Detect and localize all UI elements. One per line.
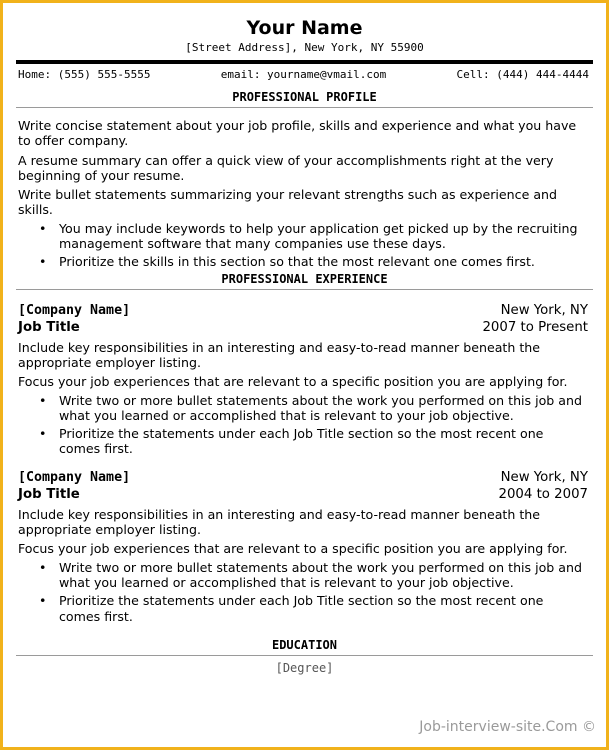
- profile-paragraph: A resume summary can offer a quick view of your accomplishments right at the very beginning of your resume.: [18, 152, 554, 183]
- company-name: [Company Name]: [18, 302, 131, 318]
- candidate-name: Your Name: [246, 17, 363, 39]
- job-location: New York, NY: [500, 302, 588, 318]
- list-item: • Prioritize the skills in this section so that the most relevant one comes first.: [39, 254, 535, 270]
- profile-paragraph: Write bullet statements summarizing your relevant strengths such as experience and skills.: [18, 187, 558, 218]
- bullet-icon: •: [39, 593, 47, 609]
- resume-header: [3, 3, 606, 55]
- job-title-row: [18, 319, 588, 336]
- job-dates: 2004 to 2007: [498, 486, 588, 502]
- job-entry: [18, 302, 588, 457]
- job-title: Job Title: [18, 319, 80, 335]
- bullet-icon: •: [39, 426, 47, 442]
- job-paragraph: Focus your job experiences that are relevant to a specific position you are applying for.: [18, 541, 568, 557]
- job-title: Job Title: [18, 486, 80, 502]
- profile-paragraph: Write concise statement about your job profile, skills and experience and what you have to offer company.: [18, 118, 577, 149]
- site-watermark: Job-interview-site.Com ©: [419, 719, 596, 735]
- job-dates: 2007 to Present: [482, 319, 588, 335]
- bullet-icon: •: [39, 559, 47, 575]
- profile-section: [18, 118, 588, 270]
- profile-bullets: [18, 221, 588, 270]
- home-phone: Home: (555) 555-5555: [18, 68, 151, 81]
- list-item: • You may include keywords to help your application get picked up by the recruiting management software that many companies use these days.: [39, 220, 578, 252]
- education-section-title: EDUCATION: [16, 638, 593, 656]
- degree-placeholder: [Degree]: [275, 660, 334, 675]
- bullet-icon: •: [39, 220, 47, 236]
- job-bullets: [18, 393, 588, 457]
- job-location: New York, NY: [500, 469, 588, 485]
- experience-section-title: PROFESSIONAL EXPERIENCE: [16, 272, 593, 290]
- header-divider: [16, 60, 593, 64]
- bullet-icon: •: [39, 254, 47, 270]
- company-name: [Company Name]: [18, 469, 131, 485]
- job-entry: [18, 469, 588, 624]
- street-address: [Street Address], New York, NY 55900: [185, 41, 424, 54]
- job-bullets: [18, 560, 588, 624]
- bullet-icon: •: [39, 392, 47, 408]
- job-paragraph: Include key responsibilities in an interesting and easy-to-read manner beneath the appropriate employer listing.: [18, 506, 541, 538]
- contact-row: [18, 68, 589, 82]
- experience-section: [18, 302, 588, 624]
- list-item: • Write two or more bullet statements about the work you performed on this job and what you learned or accomplished that is relevant to your job objective.: [39, 392, 583, 423]
- profile-section-title: PROFESSIONAL PROFILE: [16, 90, 593, 108]
- cell-phone: Cell: (444) 444-4444: [456, 68, 589, 81]
- job-paragraph: Include key responsibilities in an interesting and easy-to-read manner beneath the appropriate employer listing.: [18, 339, 541, 370]
- list-item: • Prioritize the statements under each Job Title section so the most recent one comes first.: [39, 593, 544, 624]
- job-title-row: [18, 486, 588, 503]
- job-company-row: [18, 469, 588, 486]
- list-item: • Prioritize the statements under each Job Title section so the most recent one comes first.: [39, 426, 544, 457]
- list-item: • Write two or more bullet statements about the work you performed on this job and what you learned or accomplished that is relevant to your job objective.: [39, 559, 583, 590]
- email-address: email: yourname@vmail.com: [220, 68, 387, 81]
- job-company-row: [18, 302, 588, 319]
- job-paragraph: Focus your job experiences that are relevant to a specific position you are applying for.: [18, 374, 568, 390]
